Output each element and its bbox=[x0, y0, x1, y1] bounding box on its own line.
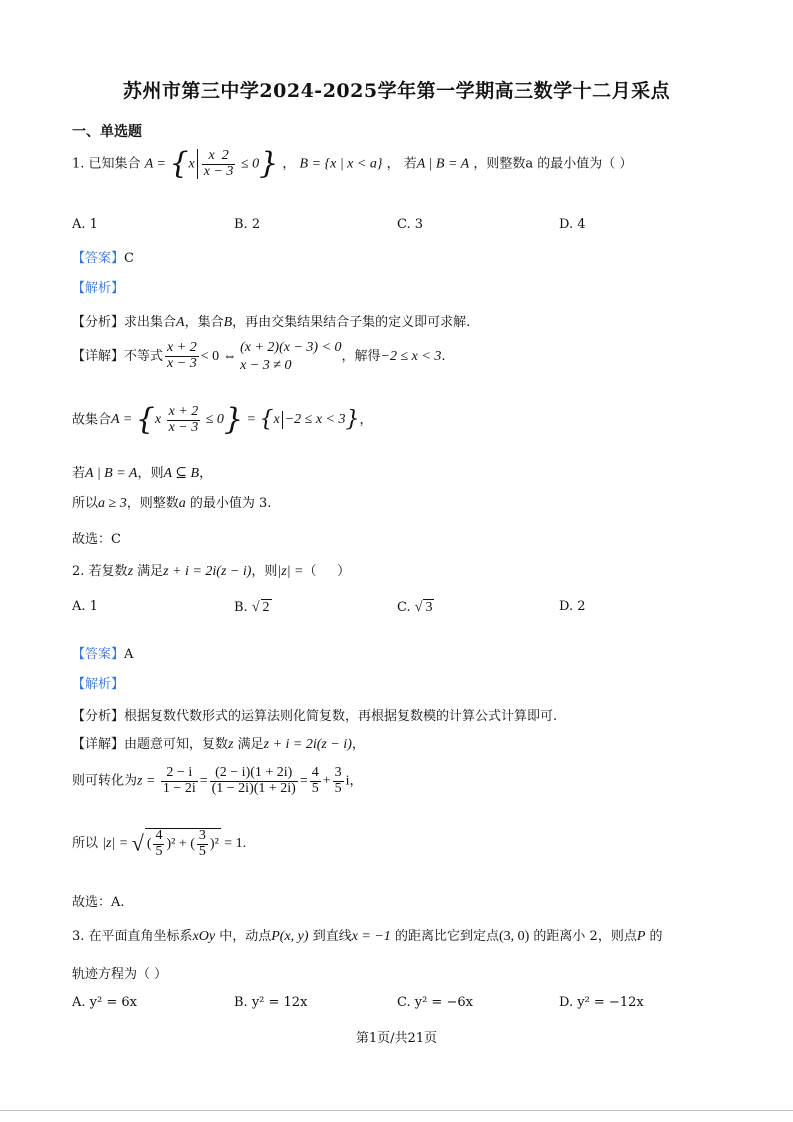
q3-option-b: B. y² = 12x bbox=[234, 995, 308, 1010]
q1-set-a: A = {x $\frac{x 2}{x - 3}$ ≤ 0} bbox=[144, 146, 279, 182]
q3-option-c: C. y² = −6x bbox=[397, 995, 473, 1010]
q1-detail-2: 故集合A = {x $\frac{x + 2}{x - 3}$ ≤ 0} = {x −2 ≤ x < 3}， bbox=[72, 402, 373, 438]
q1-detail-3: 若A | B = A，则A ⊆ B， bbox=[72, 466, 213, 481]
q3-stem-2: 轨迹方程为（ ） bbox=[72, 967, 168, 982]
q2-answer-value: A bbox=[124, 647, 134, 662]
q2-detail-1: 【详解】由题意可知，复数z 满足z + i = 2i(z − i)， bbox=[72, 737, 365, 752]
q1-choose: 故选：C bbox=[72, 532, 121, 547]
q1-set-b: B = {x | x < a} bbox=[299, 156, 383, 172]
q1-answer-value: C bbox=[124, 251, 134, 266]
q1-fenxi-text: 求出集合A，集合B，再由交集结果结合子集的定义即可求解. bbox=[124, 315, 471, 330]
q1-condition: 若A | B = A bbox=[403, 156, 470, 172]
q1-option-c: C. 3 bbox=[397, 217, 424, 232]
detail-tag: 【详解】 bbox=[72, 349, 125, 364]
page-bottom-divider bbox=[0, 1110, 793, 1111]
q1-analysis-tag: 【解析】 bbox=[72, 281, 125, 296]
q1-suffix: ，则整数a 的最小值为（ ） bbox=[473, 156, 633, 172]
q2-stem: 2. 若复数z 满足z + i = 2i(z − i)，则|z| =（ ） bbox=[72, 564, 351, 579]
q3-stem-1: 3. 在平面直角坐标系xOy 中，动点P(x, y) 到直线x = −1 的距离比它到定点(3, 0) 的距离小 2，则点P 的 bbox=[72, 929, 663, 944]
detail-tag: 【详解】 bbox=[72, 737, 125, 752]
q1-option-b: B. 2 bbox=[234, 217, 261, 232]
answer-tag: 【答案】 bbox=[72, 251, 125, 266]
q2-number: 2. bbox=[72, 564, 85, 579]
q1-number: 1. bbox=[72, 156, 85, 172]
fenxi-tag: 【分析】 bbox=[72, 315, 125, 330]
q1-option-d: D. 4 bbox=[559, 217, 586, 232]
q3-number: 3. bbox=[72, 929, 85, 944]
q2-detail-2: 则可转化为z = $\frac{2 - i}{1 - 2i}$ = $\frac{(2 - i)(1 + 2i)}{(1 - 2i)(1 + 2i)}$ = $\frac{4}{5}$ + $\frac{3}{5}$ i， bbox=[72, 765, 363, 796]
q2-option-d: D. 2 bbox=[559, 599, 586, 614]
q1-prefix: 已知集合 bbox=[88, 156, 141, 172]
q2-analysis-tag: 【解析】 bbox=[72, 677, 125, 692]
section-heading: 一、单选题 bbox=[72, 124, 142, 140]
q2-detail-3: 所以 |z| = √ ( $\frac{4}{5}$ )² + ( $\frac{3}{5}$ )² = 1. bbox=[72, 828, 247, 859]
q1-stem: 1. 已知集合 A = {x $\frac{x 2}{x - 3}$ ≤ 0} ， B = {x | x < a} ， 若A | B = A ，则整数a 的最小值为（ ） bbox=[72, 146, 633, 182]
q2-option-c: C. √ 3 bbox=[397, 600, 433, 615]
q2-choose: 故选：A. bbox=[72, 895, 125, 910]
q2-option-a: A. 1 bbox=[72, 599, 98, 614]
q1-detail-1: 【详解】不等式 $\frac{x + 2}{x - 3}$ < 0 ⇔ (x + 2)(x − 3) < 0 x − 3 ≠ 0 ，解得−2 ≤ x < 3. bbox=[72, 340, 446, 373]
page-title: 苏州市第三中学2024-2025学年第一学期高三数学十二月采点 bbox=[122, 80, 671, 102]
q1-fenxi bbox=[72, 311, 470, 331]
q2-answer bbox=[72, 643, 133, 662]
q1-detail-4: 所以a ≥ 3，则整数a 的最小值为 3. bbox=[72, 496, 272, 511]
q3-option-a: A. y² = 6x bbox=[72, 995, 137, 1010]
q2-fenxi-text: 根据复数代数形式的运算法则化简复数，再根据复数模的计算公式计算即可. bbox=[124, 709, 558, 724]
q1-option-a: A. 1 bbox=[72, 217, 98, 232]
q2-option-b: B. √ 2 bbox=[234, 600, 270, 615]
fenxi-tag: 【分析】 bbox=[72, 709, 125, 724]
q3-option-d: D. y² = −12x bbox=[559, 995, 644, 1010]
answer-tag: 【答案】 bbox=[72, 647, 125, 662]
q1-answer bbox=[72, 247, 134, 266]
q2-fenxi bbox=[72, 705, 557, 724]
page-footer: 第1页/共21页 bbox=[355, 1031, 438, 1046]
